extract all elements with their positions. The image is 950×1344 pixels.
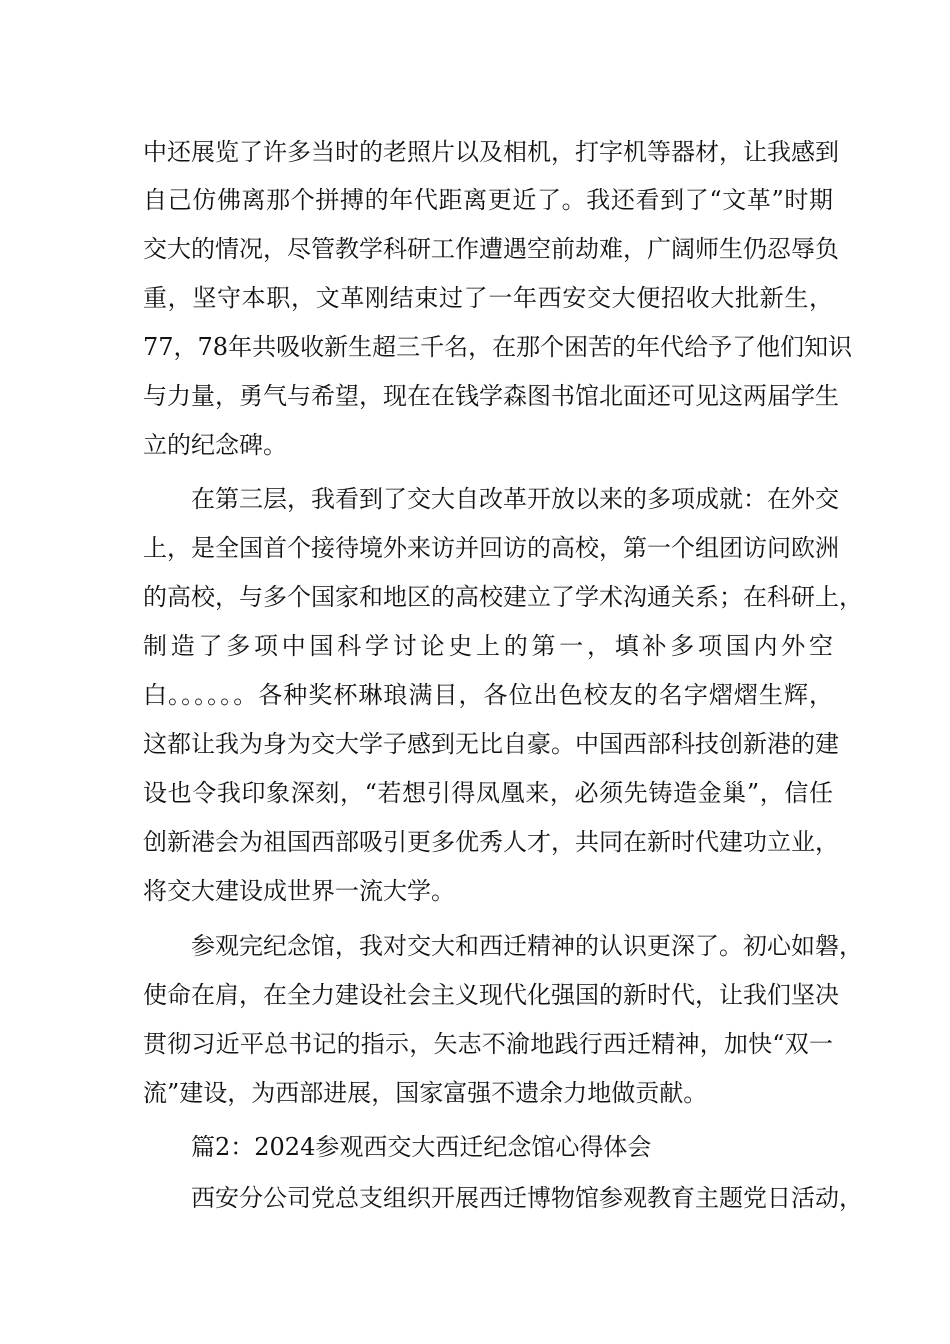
text-line: 重，坚守本职，文革刚结束过了一年西安交大便招收大批新生， [143, 284, 833, 312]
paragraph-first-line: 西安分公司党总支组织开展西迁博物馆参观教育主题党日活动， [191, 1184, 863, 1212]
text-line: 交大的情况，尽管教学科研工作遭遇空前劫难，广阔师生仍忍辱负 [143, 235, 839, 263]
text-line: 使命在肩，在全力建设社会主义现代化强国的新时代，让我们坚决 [143, 981, 839, 1009]
text-line: 流”建设，为西部进展，国家富强不遗余力地做贡献。 [143, 1079, 708, 1107]
text-line: 77，78年共吸收新生超三千名，在那个困苦的年代给予了他们知识 [143, 333, 853, 361]
text-line: 贯彻习近平总书记的指示，矢志不渝地践行西迁精神，加快“双一 [143, 1030, 833, 1058]
paragraph-first-line: 在第三层，我看到了交大自改革开放以来的多项成就：在外交 [191, 485, 839, 513]
text-line: 设也令我印象深刻，“若想引得凤凰来，必须先铸造金巢”，信任 [143, 779, 833, 807]
text-line: 上，是全国首个接待境外来访并回访的高校，第一个组团访问欧洲 [143, 534, 839, 562]
paragraph-first-line: 参观完纪念馆，我对交大和西迁精神的认识更深了。初心如磐， [191, 932, 863, 960]
text-line: 自己仿佛离那个拼搏的年代距离更近了。我还看到了“文革”时期 [143, 186, 833, 214]
text-line: 白。。。。。。各种奖杯琳琅满目，各位出色校友的名字熠熠生辉， [143, 681, 833, 709]
section-heading: 篇2：2024参观西交大西迁纪念馆心得体会 [191, 1133, 652, 1161]
text-line: 的高校，与多个国家和地区的高校建立了学术沟通关系；在科研上， [143, 583, 863, 611]
text-line: 中还展览了许多当时的老照片以及相机，打字机等器材，让我感到 [143, 138, 839, 166]
text-line: 将交大建设成世界一流大学。 [143, 877, 455, 905]
text-line: 创新港会为祖国西部吸引更多优秀人才，共同在新时代建功立业， [143, 828, 839, 856]
text-line: 制造了多项中国科学讨论史上的第一，填补多项国内外空 [143, 632, 833, 660]
text-line: 立的纪念碑。 [143, 431, 287, 459]
text-line: 这都让我为身为交大学子感到无比自豪。中国西部科技创新港的建 [143, 730, 839, 758]
text-line: 与力量，勇气与希望，现在在钱学森图书馆北面还可见这两届学生 [143, 382, 839, 410]
